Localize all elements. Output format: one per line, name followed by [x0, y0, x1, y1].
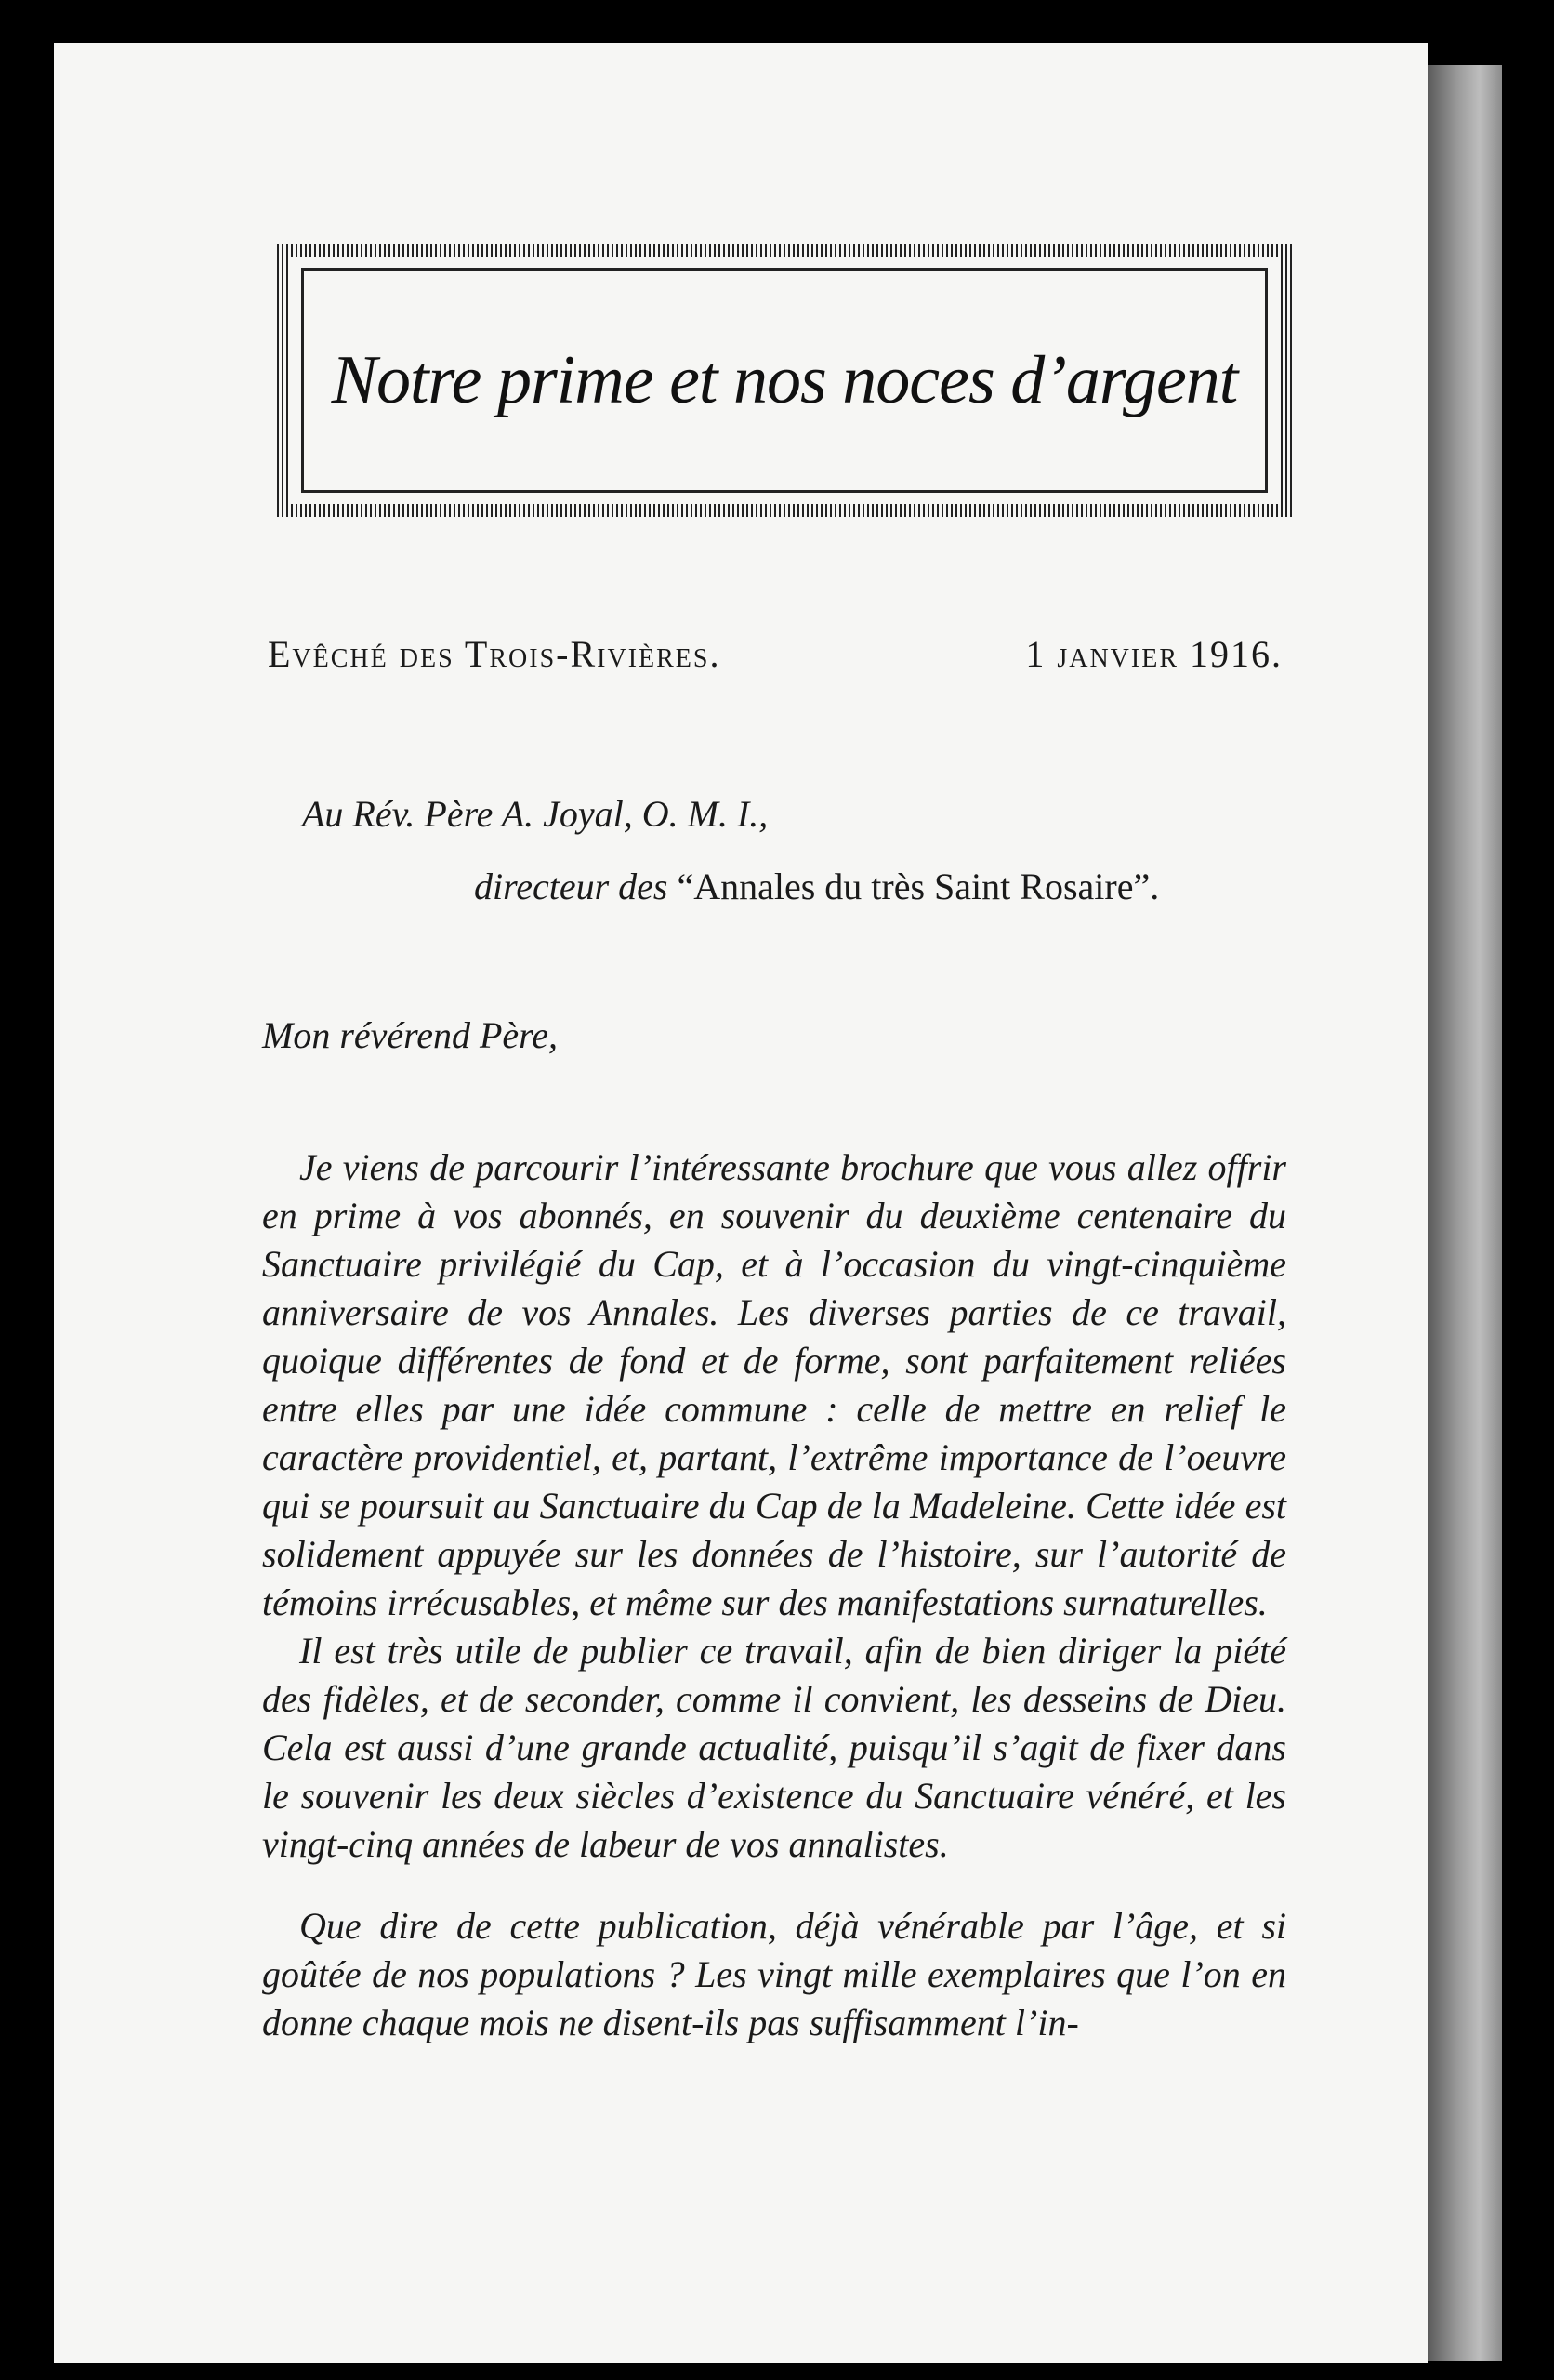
recipient-line-2: [474, 865, 1159, 908]
letter-date: 1 janvier 1916.: [1025, 633, 1283, 675]
letter-body: [262, 1144, 1286, 2047]
body-paragraph-3: Que dire de cette publication, déjà vénérable par l’âge, et si goûtée de nos populations ? Les vingt mille exemplaires que l’on en donne chaque mois ne disent-ils pas suffisamment l’in-: [262, 1905, 1286, 2043]
recipient-line-2-rest: “Annales du très Saint Rosaire”.: [667, 866, 1160, 907]
body-paragraph-2: Il est très utile de publier ce travail, afin de bien diriger la piété des fidèles, et de seconder, comme il convient, les desseins de Dieu. Cela est aussi d’une grande actualité, puisqu’il s’agit de fixer dans le souvenir les deux siècles d’existence du Sanctuaire vénéré, et les vingt-cinq années de labeur de vos annalistes.: [262, 1630, 1286, 1865]
body-paragraph-1: Je viens de parcourir l’intéressante brochure que vous allez offrir en prime à vos abonnés, en souvenir du deuxième centenaire du Sanctuaire privilégié du Cap, et à l’occasion du vingt-cinquième anniversaire de vos Annales. Les diverses parties de ce travail, quoique différentes de fond et de forme, sont parfaitement reliées entre elles par une idée commune : celle de mettre en relief le caractère providentiel, et, partant, l’extrême importance de l’oeuvre qui se poursuit au Sanctuaire du Cap de la Madeleine. Cette idée est solidement appuyée sur les données de l’histoire, sur l’autorité de témoins irrécusables, et même sur des manifestations surnaturelles.: [262, 1146, 1286, 1623]
page-edge: [1428, 65, 1502, 2361]
recipient-line-2-prefix: directeur des: [474, 866, 668, 907]
title-frame: [277, 244, 1292, 517]
letter-origin: Evêché des Trois-Rivières.: [268, 633, 721, 675]
salutation: Mon révérend Père,: [262, 1014, 559, 1056]
title-inner-border: [301, 268, 1268, 493]
page-title: Notre prime et nos noces d’argent: [331, 341, 1238, 418]
recipient-line-1: Au Rév. Père A. Joyal, O. M. I.,: [302, 793, 769, 835]
